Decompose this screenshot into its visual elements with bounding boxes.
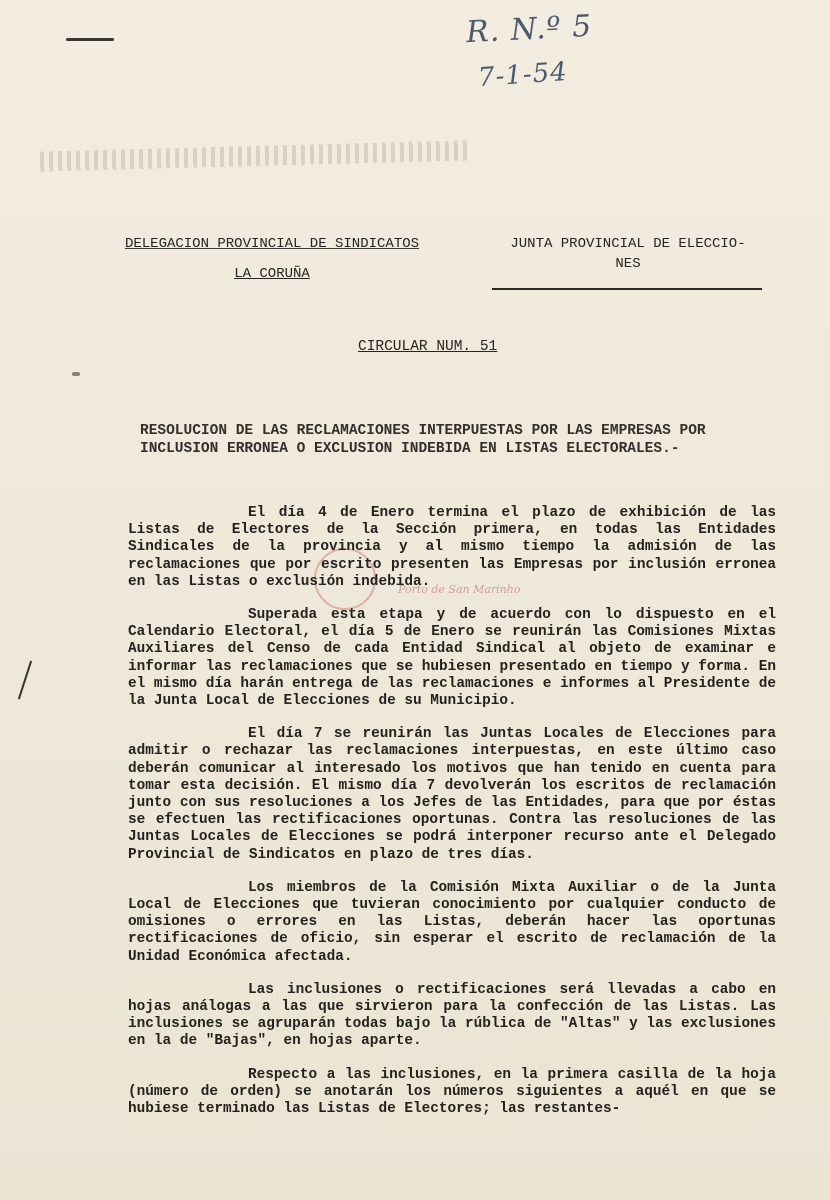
header-right-line2: NES bbox=[615, 256, 641, 272]
paragraph-5: Las inclusiones o rectificaciones será llevadas a cabo en hojas análogas a las que sirvieron para la confección de las Listas. Las inclusiones se agruparán todas bajo la rública de "Altas" y las exclusiones en la de "Bajas", en hojas aparte. bbox=[128, 981, 776, 1050]
header-left-line1: DELEGACION PROVINCIAL DE SINDICATOS bbox=[124, 236, 420, 252]
paragraph-3: El día 7 se reunirán las Juntas Locales de Elecciones para admitir o rechazar las reclamaciones interpuestas, en este último caso deberán comunicar al interesado los motivos que han tenido en cuenta para tomar esta decisión. El mismo día 7 devolverán los escritos de reclamación junto con sus resoluciones a los Jefes de las Entidades, para que por éstas se efectuen las rectificaciones oportunas. Contra las resoluciones de las Juntas Locales de Elecciones se podrá interponer recurso ante el Delegado Provincial de Sindicatos en plazo de tres días. bbox=[128, 726, 776, 863]
margin-pen-mark bbox=[18, 661, 32, 700]
document-body bbox=[128, 505, 776, 1134]
handwritten-reference: R. N.º 5 bbox=[465, 8, 594, 51]
handwritten-date: 7-1-54 bbox=[477, 56, 569, 94]
ink-dash-mark bbox=[66, 38, 114, 41]
paragraph-2: Superada esta etapa y de acuerdo con lo dispuesto en el Calendario Electoral, el día 5 de Enero se reunirán las Comisiones Mixtas Auxiliares del Censo de cada Entidad Sindical al objeto de examinar e informar las reclamaciones que se hubiesen presentado en tiempo y forma. En el mismo día harán entrega de las reclamaciones e informes al Presidente de la Junta Local de Elecciones de su Municipio. bbox=[128, 607, 776, 710]
header-right-rule bbox=[492, 288, 762, 290]
header-left bbox=[104, 229, 440, 289]
watermark-text: Porto de San Marinho bbox=[398, 583, 521, 596]
header-right bbox=[492, 234, 764, 290]
paragraph-4: Los miembros de la Comisión Mixta Auxiliar o de la Junta Local de Elecciones que tuvieran conocimiento por cualquier conducto de omisiones o errores en las Listas, deberán hacer las oportunas rectificaciones de oficio, sin esperar el escrito de reclamación de la Unidad Económica afectada. bbox=[128, 879, 776, 965]
document-title: RESOLUCION DE LAS RECLAMACIONES INTERPUESTAS POR LAS EMPRESAS POR INCLUSION ERRONEA O EXCLUSION INDEBIDA EN LISTAS ELECTORALES.- bbox=[140, 423, 706, 457]
circular-number: CIRCULAR NUM. 51 bbox=[358, 339, 498, 355]
paragraph-6: Respecto a las inclusiones, en la primera casilla de la hoja (número de orden) se anotarán los números siguientes a aquél en que se hubiese terminado las Listas de Electores; las restantes- bbox=[128, 1066, 776, 1118]
header-right-line1: JUNTA PROVINCIAL DE ELECCIO- bbox=[510, 236, 746, 252]
paragraph-1: El día 4 de Enero termina el plazo de exhibición de las Listas de Electores de la Sección primera, en todas las Entidades Sindicales de la provincia y al mismo tiempo la admisión de las reclamaciones que por escrito presenten las Empresas por inclusión erronea en las Listas o exclusión indebida. bbox=[128, 505, 776, 590]
paper-spot bbox=[72, 372, 80, 376]
header-left-line2: LA CORUÑA bbox=[234, 266, 310, 282]
ink-smudge bbox=[40, 140, 470, 171]
